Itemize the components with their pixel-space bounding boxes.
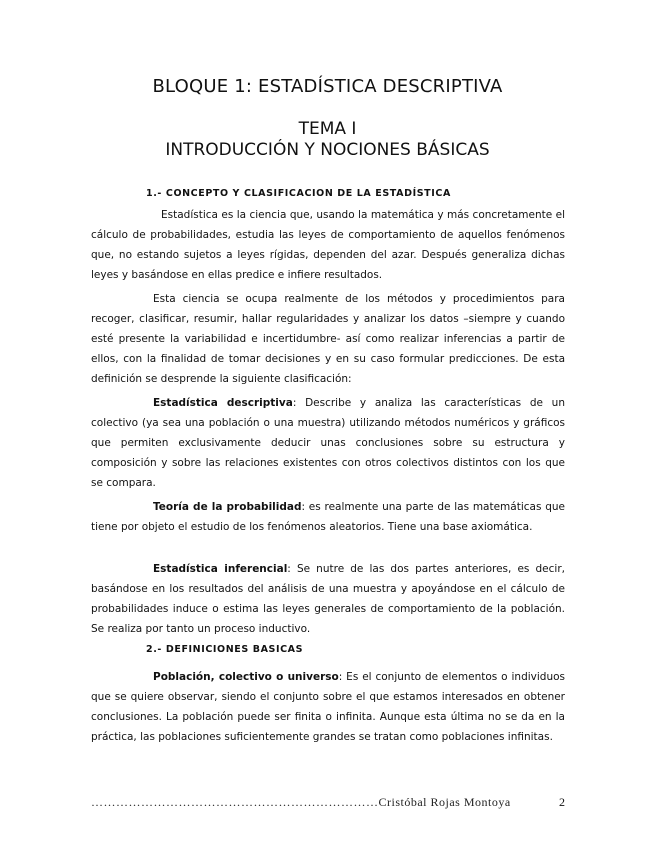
- paragraph-scope: [91, 289, 565, 389]
- paragraph-scope-text: Esta ciencia se ocupa realmente de los métodos y procedimientos para recoger, clasificar, resumir, hallar regularidades y analizar los datos –siempre y cuando esté presente la variabilidad e incertidumbre- así como realizar inferencias a partir de ellos, con la finalidad de tomar decisiones y en su caso formular predicciones. De esta definición se desprende la siguiente clasificación:: [91, 293, 565, 385]
- paragraph-descriptiva-text: : Describe y analiza las características de un colectivo (ya sea una población o una muestra) utilizando métodos numéricos y gráficos que permiten exclusivamente deducir unas conclusiones sobre su estructura y composición y sobre las relaciones existentes con otros colectivos distintos con los que se compara.: [91, 397, 565, 489]
- paragraph-poblacion-text: : Es el conjunto de elementos o individuos que se quiere observar, siendo el conjunto sobre el que estamos interesados en obtener conclusiones. La población puede ser finita o infinita. Aunque esta última no se da en la práctica, las poblaciones suficientemente grandes se tratan como poblaciones infinitas.: [91, 671, 565, 743]
- paragraph-inferencial: [91, 559, 565, 639]
- tema-number: TEMA I: [298, 119, 357, 139]
- term-probabilidad: Teoría de la probabilidad: [153, 501, 302, 513]
- section-1-title: 1.- CONCEPTO Y CLASIFICACION DE LA ESTADÍSTICA: [146, 188, 451, 199]
- paragraph-poblacion: [91, 667, 565, 747]
- section-2-title: 2.- DEFINICIONES BASICAS: [146, 644, 304, 655]
- block-title: BLOQUE 1: ESTADÍSTICA DESCRIPTIVA: [152, 76, 503, 97]
- tema-title: INTRODUCCIÓN Y NOCIONES BÁSICAS: [165, 140, 490, 160]
- page-number: 2: [559, 795, 565, 809]
- paragraph-probabilidad-text: : es realmente una parte de las matemáticas que tiene por objeto el estudio de los fenómenos aleatorios. Tiene una base axiomática.: [91, 501, 565, 533]
- paragraph-definition-text: Estadística es la ciencia que, usando la matemática y más concretamente el cálculo de probabilidades, estudia las leyes de comportamiento de aquellos fenómenos que, no estando sujetos a leyes rígidas, dependen del azar. Después generaliza dichas leyes y basándose en ellas predice e infiere resultados.: [91, 209, 565, 281]
- paragraph-inferencial-text: : Se nutre de las dos partes anteriores, es decir, basándose en los resultados del análisis de una muestra y apoyándose en el cálculo de probabilidades induce o estima las leyes generales de comportamiento de la población. Se realiza por tanto un proceso inductivo.: [91, 563, 565, 635]
- paragraph-definition: [91, 205, 565, 285]
- paragraph-probabilidad: [91, 497, 565, 537]
- footer-author: ……………………………………………………………Cristóbal Rojas Montoya: [91, 795, 511, 809]
- term-descriptiva: Estadística descriptiva: [153, 397, 293, 409]
- page-footer: [91, 795, 565, 810]
- paragraph-descriptiva: [91, 393, 565, 493]
- term-inferencial: Estadística inferencial: [153, 563, 288, 575]
- term-poblacion: Población, colectivo o universo: [153, 671, 339, 683]
